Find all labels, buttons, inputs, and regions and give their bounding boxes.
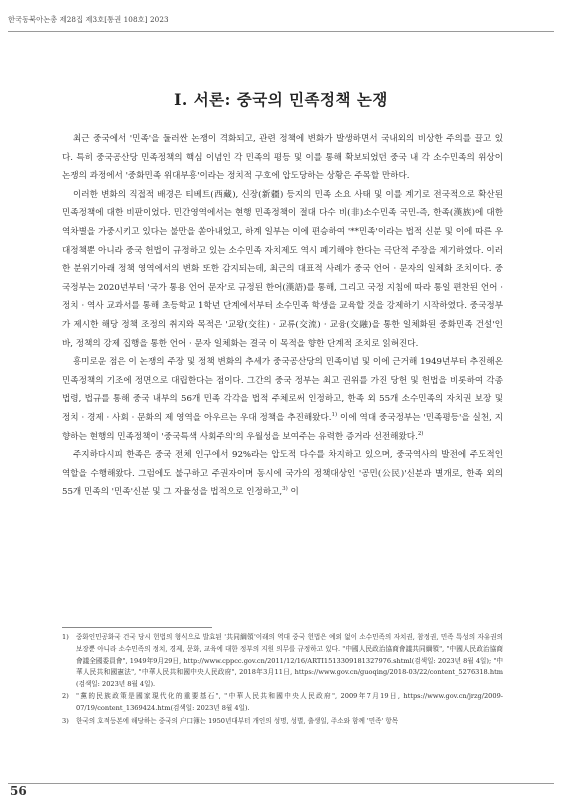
footnote-number: 3): [62, 716, 69, 725]
footnote-ref-1[interactable]: 1): [331, 412, 338, 419]
footnote-divider: [62, 627, 212, 628]
footnote-number: 1): [62, 633, 69, 641]
paragraph-2-text: 이러한 변화의 직접적 배경은 티베트(西藏), 신장(新疆) 등지의 민족 소요 사태 및 이를 계기로 전국적으로 확산된 민족정책에 대한 비판이었다. 민간영역에서는 현행 민족정책이 절대 다수 비(非)소수민족 국민-즉, 한족(漢族)에 대한 역차별을 가중시키고 있다는 불만을 쏟아내었고, 하계 일부는 이에 편승하여 '**민족'이라는 법적 신분 및 이에 따른 우대정책뿐 아니라 중국 헌법이 규정하고 있는 소수민족 자치제도 역시 폐기해야 한다는 극단적 주장을 제기하였다. 이러한 분위기아래 정책 영역에서의 변화 또한 감지되는데, 최근의 대표적 사례가 중국 언어 · 문자의 일체화 조치이다. 중국정부는 2020년부터 '국가 통용 언어 문자'로 규정된 한어(漢語)를 통해, 그리고 국정 지침에 따라 통일 편찬된 언어 · 정치 · 역사 교과서를 통해 초등학교 1학년 단계에서부터 소수민족 학생을 교육할 것을 강제하기 시작하였다. 중국정부가 제시한 해당 정책 조정의 취지와 목적은 '교왕(交往) · 교류(交流) · 교융(交融)을 통한 일체화된 중화민족 건설'인바, 정책의 강제 집행을 통한 언어 · 문자 일체화는 결국 이 목적을 향한 단계적 조치로 읽혀진다.: [62, 189, 503, 349]
footnote-ref-3[interactable]: 3): [282, 486, 288, 493]
footnote-number: 2): [62, 692, 69, 701]
body-text: [62, 130, 503, 502]
running-head: 한국동북아논총 제28집 제3호[통권 108호] 2023: [8, 15, 169, 24]
footnotes: [62, 632, 503, 728]
paragraph-3-tail: 이에 역대 중국정부는 '민족평등'을 실천, 지향하는 현행의 민족정책이 '중국특색 사회주의'의 우월성을 보여주는 유력한 증거라 선전해왔다.: [62, 412, 503, 442]
footnote-text: 중화인민공화국 건국 당시 헌법의 형식으로 발효된 '共同綱領'이래의 역대 중국 헌법은 예외 없이 소수민족의 자치권, 참정권, 민족 특성의 자유권의 보장뿐 아니라 소수민족의 정치, 경제, 문화, 교육에 대한 정부의 지원 의무를 규정하고 있다. "中國人民政治協商會議共同綱領", "中國人民政治協商會議全國委員會", 1949年9月29日, http://www.cppcc.gov.cn/2011/12/16/ARTI1513309181327976.shtml(검색일: 2023년 8월 4일); "中華人民共和國憲法", "中華人民共和國中央人民政府", 2018年3月11日, https://www.gov.cn/guoqing/2018-03/22/content_5276318.htm (검색일: 2023년 8월 4일).: [76, 633, 503, 689]
paragraph-1-text: 최근 중국에서 '민족'을 둘러싼 논쟁이 격화되고, 관련 정책에 변화가 발생하면서 국내외의 비상한 주의를 끌고 있다. 특히 중국공산당 민족정책의 핵심 이념인 각 민족의 평등 및 이를 통해 확보되었던 중국 내 각 소수민족의 위상이 논쟁의 과정에서 '중화민족 위대부흥'이라는 정치적 구호에 압도당하는 상황은 주목할 만하다.: [62, 134, 503, 182]
paragraph-4-text: 주지하다시피 한족은 중국 전체 인구에서 92%라는 압도적 다수를 차지하고 있으며, 중국역사의 발전에 주도적인 역할을 수행해왔다. 그럼에도 불구하고 주권자이며 동시에 국가의 정책대상인 '공민(公民)'신분과 별개로, 한족 외의 55개 민족의 '민족'신분 및 그 자율성을 법적으로 인정하고,: [62, 450, 503, 498]
paragraph-3-text: 흥미로운 점은 이 논쟁의 주장 및 정책 변화의 추세가 중국공산당의 민족이념 및 이에 근거해 1949년부터 추진해온 민족정책의 기조에 정면으로 대립한다는 점이다. 그간의 중국 정부는 최고 권위를 가진 당헌 및 헌법을 비롯하여 각종 법령, 법규를 통해 중국 내부의 56개 민족 각각을 법적 주체로써 인정하고, 한족 외 55개 소수민족의 자치권 보장 및 정치 · 경제 · 사회 · 문화의 제 영역을 아우르는 우대 정책을 추진해왔다.: [62, 357, 503, 423]
footnote-3: [62, 716, 503, 728]
section-title: Ⅰ. 서론: 중국의 민족정책 논쟁: [174, 90, 388, 109]
paragraph-4-tail: 이: [287, 487, 299, 498]
page-number: 56: [10, 784, 27, 798]
footnote-ref-2[interactable]: 2): [417, 430, 424, 437]
paragraph-3: [62, 353, 503, 446]
footnote-text: "黨的民族政策是國家現代化的重要基石", "中華人民共和國中央人民政府", 2009年7月19日, https://www.gov.cn/jrzg/2009-07/19/content_1369424.htm(검색일: 2023년 8월 4일).: [76, 692, 503, 713]
footnote-text: 한국의 호적등본에 해당하는 중국의 户口簿는 1950년대부터 개인의 성명, 성별, 출생일, 주소와 함께 '민족' 항목: [76, 716, 399, 725]
paragraph-1: [62, 130, 503, 186]
footnote-1: [62, 632, 503, 691]
paragraph-4: [62, 446, 503, 502]
header-divider: [8, 31, 554, 32]
footer-divider: [8, 783, 554, 784]
paragraph-2: [62, 186, 503, 353]
footnote-2: [62, 691, 503, 715]
